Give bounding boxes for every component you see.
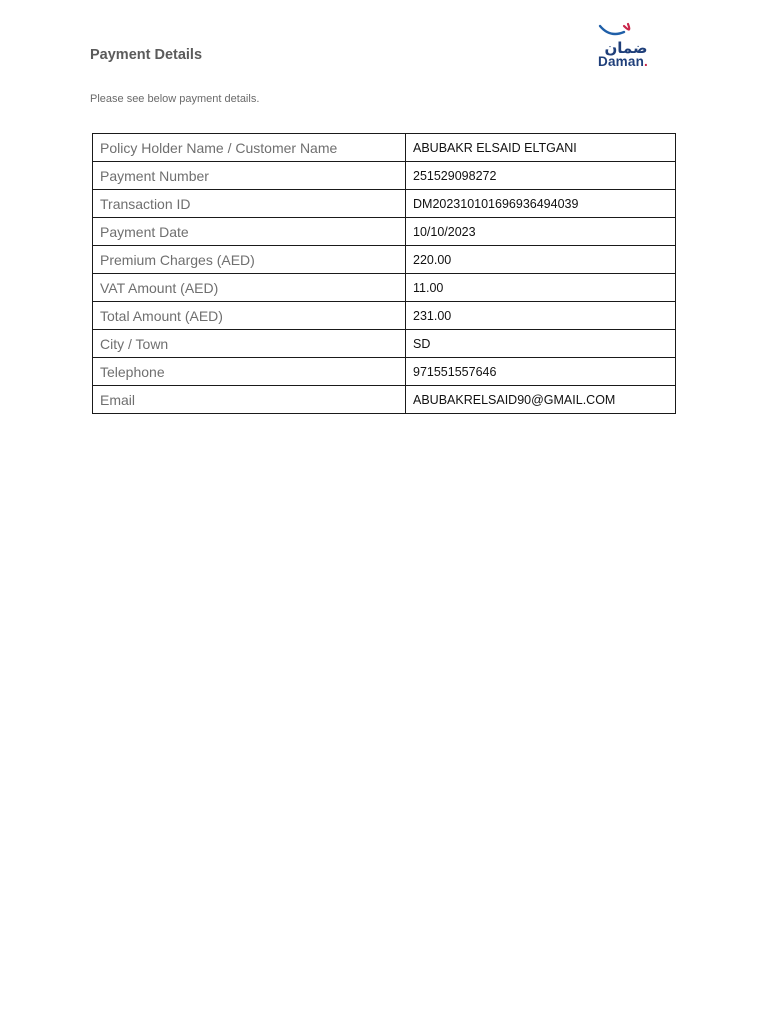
row-label: Telephone — [93, 358, 406, 386]
page-title: Payment Details — [90, 47, 203, 63]
logo-latin-text: Daman. — [598, 54, 648, 69]
row-label: City / Town — [93, 330, 406, 358]
daman-logo — [594, 22, 658, 72]
row-label: VAT Amount (AED) — [93, 274, 406, 302]
row-label: Total Amount (AED) — [93, 302, 406, 330]
row-value: DM202310101696936494039 — [406, 190, 676, 218]
table-row — [93, 358, 676, 386]
row-value: 11.00 — [406, 274, 676, 302]
row-value: ABUBAKR ELSAID ELTGANI — [406, 134, 676, 162]
row-value: 220.00 — [406, 246, 676, 274]
intro-text: Please see below payment details. — [90, 93, 260, 105]
table-row — [93, 162, 676, 190]
row-label: Payment Number — [93, 162, 406, 190]
table-row — [93, 246, 676, 274]
row-label: Premium Charges (AED) — [93, 246, 406, 274]
row-value: 231.00 — [406, 302, 676, 330]
row-label: Transaction ID — [93, 190, 406, 218]
table-row — [93, 330, 676, 358]
daman-logo-mark-icon — [594, 22, 658, 56]
row-label: Payment Date — [93, 218, 406, 246]
table-row — [93, 274, 676, 302]
row-label: Policy Holder Name / Customer Name — [93, 134, 406, 162]
row-value: 971551557646 — [406, 358, 676, 386]
table-row — [93, 386, 676, 414]
table-row — [93, 134, 676, 162]
row-value: ABUBAKRELSAID90@GMAIL.COM — [406, 386, 676, 414]
payment-details-table — [92, 133, 676, 414]
row-value: SD — [406, 330, 676, 358]
row-label: Email — [93, 386, 406, 414]
table-row — [93, 218, 676, 246]
logo-arabic-text: ضمان — [604, 39, 648, 56]
table-row — [93, 302, 676, 330]
table-row — [93, 190, 676, 218]
row-value: 10/10/2023 — [406, 218, 676, 246]
row-value: 251529098272 — [406, 162, 676, 190]
